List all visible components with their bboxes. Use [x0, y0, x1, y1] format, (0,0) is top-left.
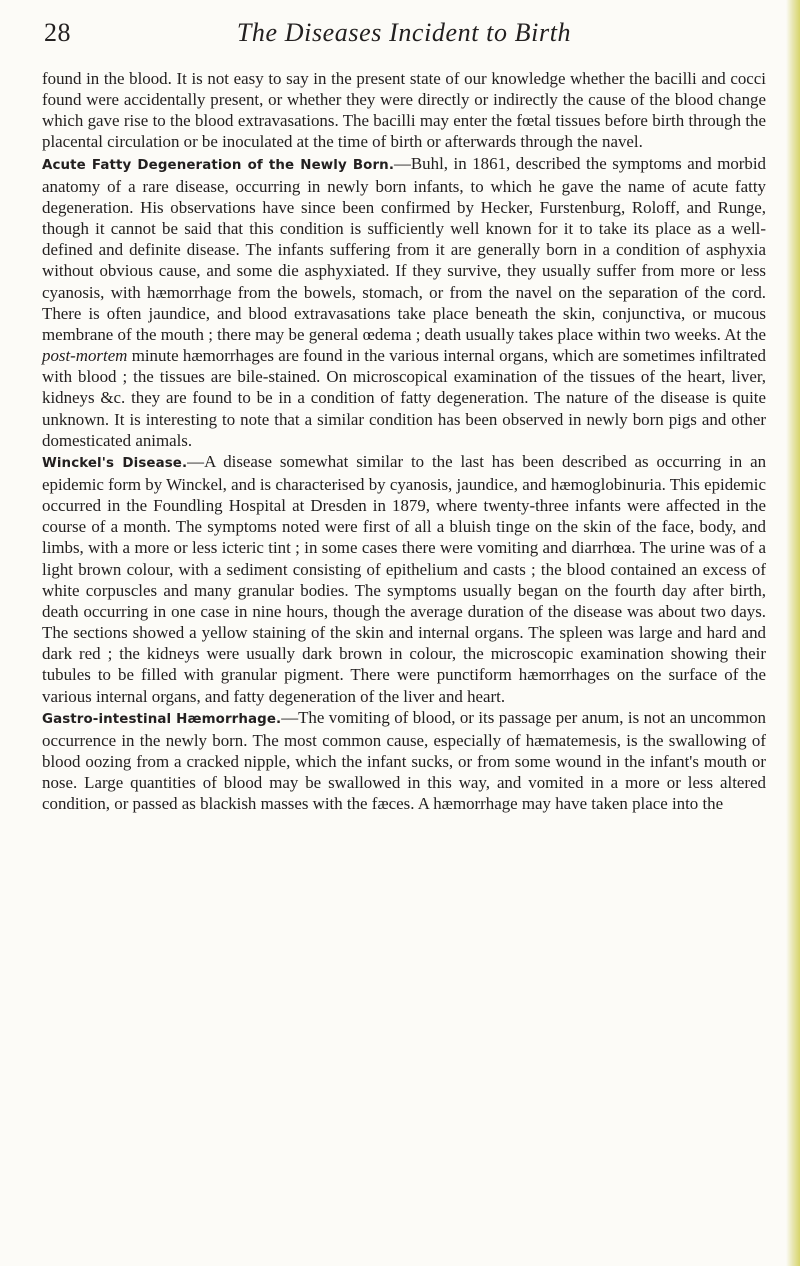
body-text [42, 68, 766, 814]
paragraph-winckels-disease [42, 451, 766, 707]
paragraph-text: found in the blood. It is not easy to say in the present state of our knowledge whether the bacilli and cocci found were accidentally present, or whether they were directly or indirectly the cause of the blood change which gave rise to the blood extravasations. The bacilli may enter the fœtal tissues before birth through the placental circulation or be inoculated at the time of birth or afterwards through the navel. [42, 69, 766, 152]
section-heading: Acute Fatty Degeneration of the Newly Born. [42, 157, 395, 173]
italic-term: post-mortem [42, 346, 128, 366]
running-head [44, 14, 764, 54]
paragraph-text: —A disease somewhat similar to the last has been described as occurring in an epidemic form by Winckel, and is characterised by cyanosis, jaundice, and hæmoglobinuria. This epidemic occurred in the Foundling Hospital at Dresden in 1879, where twenty-three infants were affected in the course of a month. The symptoms noted were first of all a bluish tinge on the skin of the face, body, and limbs, with a more or less icteric tint ; in some cases there were vomiting and diarrhœa. The urine was of a light brown colour, with a sediment consisting of epithelium and casts ; the blood contained an excess of white corpuscles and many granular bodies. The symptoms usually began on the fourth day after birth, death occurring in one case in nine hours, though the average duration of the disease was about two days. The sections showed a yellow staining of the skin and internal organs. The spleen was large and hard and dark red ; the kidneys were usually dark brown in colour, the microscopic examination showing their tubules to be filled with granular pigment. There were punctiform hæmorrhages on the surface of the various internal organs, and fatty degeneration of the liver and heart. [42, 451, 767, 706]
paragraph-gastro-intestinal-haemorrhage [42, 707, 766, 815]
running-title: The Diseases Incident to Birth [236, 18, 572, 47]
page-edge [786, 0, 800, 1266]
paragraph-text: minute hæmorrhages are found in the various internal organs, which are sometimes infiltrated with blood ; the tissues are bile-stained. On microscopical examination of the tissues of the heart, liver, kidneys &c. they are found to be in a condition of fatty degeneration. The nature of the disease is quite unknown. It is interesting to note that a similar condition has been observed in newly born pigs and other domesticated animals. [42, 346, 766, 450]
section-heading: Gastro-intestinal Hæmorrhage. [42, 711, 282, 727]
page-number: 28 [44, 18, 71, 47]
paragraph-acute-fatty-degeneration [42, 153, 766, 451]
paragraph-text: —The vomiting of blood, or its passage per anum, is not an uncommon occurrence in the newly born. The most common cause, especially of hæmatemesis, is the swallowing of blood oozing from a cracked nipple, which the infant sucks, or from some wound in the infant's mouth or nose. Large quantities of blood may be swallowed in this way, and vomited in a more or less altered condition, or passed as blackish masses with the fæces. A hæmorrhage may have taken place into the [42, 707, 767, 814]
section-heading: Winckel's Disease. [42, 455, 188, 471]
paragraph-continuation [42, 68, 766, 153]
paragraph-text: —Buhl, in 1861, described the symptoms and morbid anatomy of a rare disease, occurring in newly born infants, to which he gave the name of acute fatty degeneration. His observations have since been confirmed by Hecker, Furstenburg, Roloff, and Runge, though it cannot be said that this condition is sufficiently well known for it to take its place as a well-defined and definite disease. The infants suffering from it are generally born in a condition of asphyxia without obvious cause, and some die asphyxiated. If they survive, they usually suffer from more or less cyanosis, with hæmorrhage from the bowels, stomach, or from the navel on the separation of the cord. There is often jaundice, and blood extravasations take place beneath the skin, conjunctiva, or mucous membrane of the mouth ; there may be general œdema ; death usually takes place within two weeks. At the [42, 153, 766, 344]
